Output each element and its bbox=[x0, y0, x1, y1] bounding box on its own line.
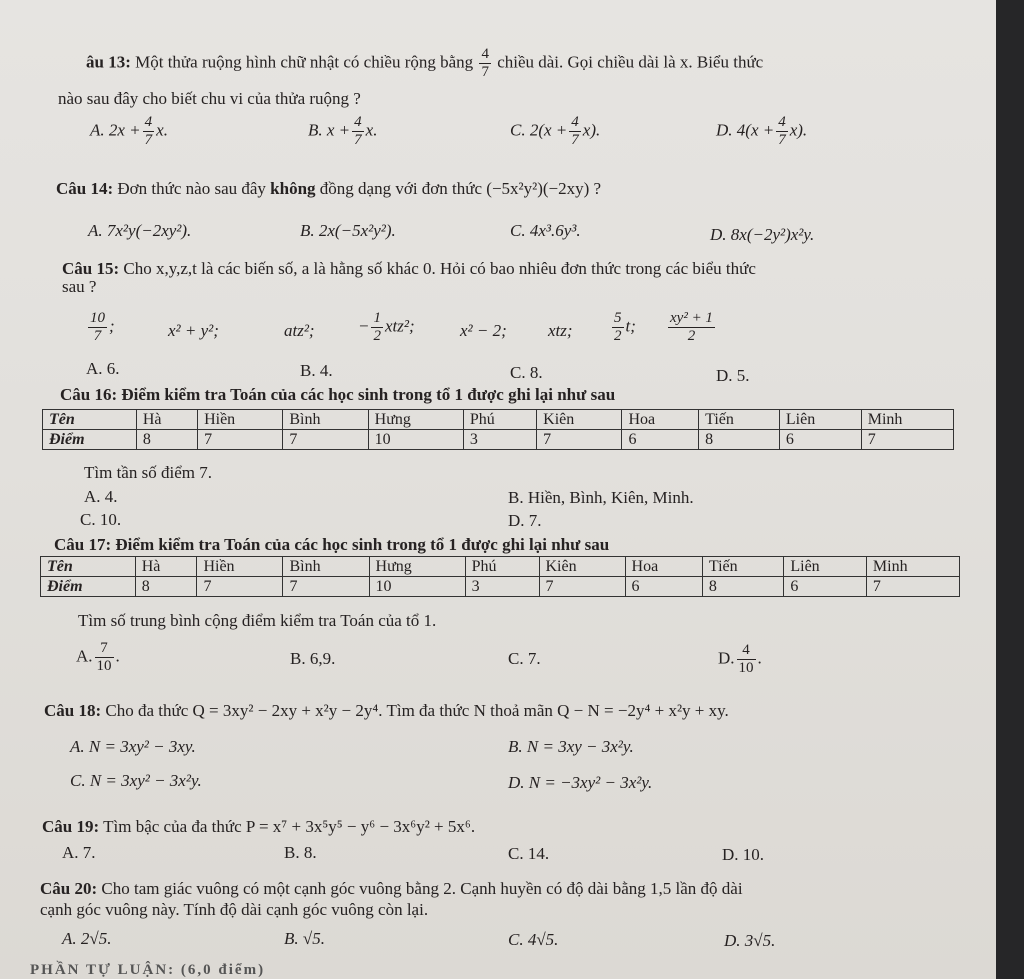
q17-option-c: C. 7. bbox=[508, 649, 541, 668]
table-cell: 10 bbox=[369, 577, 465, 597]
q20-option-b: B. √5. bbox=[284, 929, 325, 948]
table-cell: Hoa bbox=[625, 557, 702, 577]
q15-option-d: D. 5. bbox=[716, 366, 750, 385]
q16-option-a: A. 4. bbox=[84, 487, 118, 506]
q19-option-d: D. 10. bbox=[722, 845, 765, 864]
question-13-text: Một thửa ruộng hình chữ nhật có chiều rộng bằng bbox=[135, 52, 474, 72]
q16-option-d: D. 7. bbox=[508, 511, 542, 530]
question-17 bbox=[54, 534, 609, 556]
table-cell: 7 bbox=[539, 577, 625, 597]
q16-option-b: B. Hiền, Bình, Kiên, Minh. bbox=[508, 488, 694, 507]
q15-option-b: B. 4. bbox=[300, 361, 333, 380]
q13-option-d: D. 4(x + $\frac{4}{7}$ x). bbox=[716, 114, 808, 148]
table-cell: 3 bbox=[465, 577, 539, 597]
table-cell: 7 bbox=[866, 577, 959, 597]
q13-option-a: A. 2x + $\frac{4}{7}$ x. bbox=[90, 114, 168, 148]
table-cell: 6 bbox=[784, 577, 867, 597]
q20-option-a: A. 2√5. bbox=[62, 929, 112, 948]
question-18-text: Cho đa thức Q = 3xy² − 2xy + x²y − 2y⁴. Tìm đa thức N thoả mãn Q − N = −2y⁴ + x²y + xy. bbox=[105, 701, 729, 720]
table-cell: Hưng bbox=[369, 557, 465, 577]
question-17-ask: Tìm số trung bình cộng điểm kiểm tra Toán của tổ 1. bbox=[78, 611, 437, 630]
q13-option-c: C. 2(x + $\frac{4}{7}$ x). bbox=[510, 114, 601, 148]
score-table-16 bbox=[42, 409, 954, 450]
table-cell: 8 bbox=[135, 577, 197, 597]
question-15-text: Cho x,y,z,t là các biến số, a là hằng số khác 0. Hỏi có bao nhiêu đơn thức trong các biểu thức bbox=[123, 259, 756, 278]
question-15-line2: sau ? bbox=[62, 277, 97, 296]
question-18 bbox=[44, 700, 729, 722]
table-header-score: Điểm bbox=[41, 577, 136, 597]
question-14-text: Đơn thức nào sau đây bbox=[117, 179, 266, 198]
table-cell: 7 bbox=[283, 430, 368, 450]
table-cell: 7 bbox=[198, 430, 283, 450]
question-20-text: Cho tam giác vuông có một cạnh góc vuông bằng 2. Cạnh huyền có độ dài bằng 1,5 lần độ dài bbox=[101, 879, 743, 898]
q15-expr-1: $\frac{10}{7}$ ; bbox=[90, 310, 115, 344]
table-cell: Phú bbox=[463, 410, 536, 430]
q15-expr-4: − $\frac{1}{2}$ xtz²; bbox=[358, 310, 415, 344]
q19-option-c: C. 14. bbox=[508, 844, 550, 863]
table-cell: 8 bbox=[699, 430, 780, 450]
table-cell: Bình bbox=[283, 557, 369, 577]
table-header-name: Tên bbox=[41, 557, 136, 577]
q18-option-b: B. N = 3xy − 3x²y. bbox=[508, 737, 634, 756]
table-cell: Kiên bbox=[539, 557, 625, 577]
table-cell: Hà bbox=[135, 557, 197, 577]
q16-option-c: C. 10. bbox=[80, 510, 122, 529]
table-cell: 8 bbox=[136, 430, 197, 450]
section-heading-essay: PHẦN TỰ LUẬN: (6,0 điểm) bbox=[30, 962, 266, 978]
question-14 bbox=[56, 178, 601, 200]
question-15-label: Câu 15: bbox=[62, 259, 120, 278]
question-20 bbox=[40, 878, 743, 900]
question-20-line2: cạnh góc vuông này. Tính độ dài cạnh góc vuông còn lại. bbox=[40, 900, 429, 919]
q15-expr-7: $\frac{5}{2}$ t; bbox=[614, 310, 636, 344]
question-15 bbox=[62, 258, 756, 280]
table-cell: Hà bbox=[136, 410, 197, 430]
fraction: $\frac{4}{7}$ bbox=[481, 46, 489, 80]
table-cell: 3 bbox=[463, 430, 536, 450]
q17-option-b: B. 6,9. bbox=[290, 649, 336, 668]
table-cell: 6 bbox=[779, 430, 861, 450]
question-17-label: Câu 17: bbox=[54, 535, 112, 554]
dark-background-edge bbox=[996, 0, 1024, 979]
question-14-label: Câu 14: bbox=[56, 179, 114, 198]
table-cell: Hiền bbox=[198, 410, 283, 430]
q15-expr-8: $\frac{\text{xy² + 1}}{2}$ bbox=[670, 310, 713, 344]
table-cell: Tiến bbox=[702, 557, 783, 577]
question-13 bbox=[86, 46, 763, 81]
q18-option-c: C. N = 3xy² − 3x²y. bbox=[70, 771, 202, 790]
table-cell: Liên bbox=[779, 410, 861, 430]
question-13-line2: nào sau đây cho biết chu vi của thửa ruộng ? bbox=[58, 89, 361, 108]
question-16-label: Câu 16: bbox=[60, 385, 118, 404]
question-18-label: Câu 18: bbox=[44, 701, 102, 720]
q17-option-a: A. $\frac{7}{10}$ . bbox=[76, 640, 120, 674]
q20-option-d: D. 3√5. bbox=[724, 931, 776, 950]
q14-option-d: D. 8x(−2y²)x²y. bbox=[710, 225, 815, 244]
question-16-ask: Tìm tần số điểm 7. bbox=[84, 463, 212, 482]
table-cell: 8 bbox=[702, 577, 783, 597]
table-cell: 7 bbox=[197, 577, 283, 597]
table-cell: Hoa bbox=[622, 410, 699, 430]
q14-option-c: C. 4x³.6y³. bbox=[510, 221, 581, 240]
question-13-text-cont: chiều dài. Gọi chiều dài là x. Biểu thức bbox=[497, 52, 764, 72]
q17-option-d: D. $\frac{4}{10}$ . bbox=[718, 642, 762, 676]
q15-expr-2: x² + y²; bbox=[168, 321, 219, 340]
table-row bbox=[41, 577, 960, 597]
q19-option-b: B. 8. bbox=[284, 843, 317, 862]
question-19-text: Tìm bậc của đa thức P = x⁷ + 3x⁵y⁵ − y⁶ − 3x⁶y² + 5x⁶. bbox=[103, 817, 476, 836]
question-19 bbox=[42, 816, 475, 838]
table-header-score: Điểm bbox=[43, 430, 137, 450]
table-row bbox=[43, 410, 954, 430]
table-cell: 7 bbox=[861, 430, 953, 450]
q19-option-a: A. 7. bbox=[62, 843, 96, 862]
question-17-text: Điểm kiểm tra Toán của các học sinh trong tổ 1 được ghi lại như sau bbox=[115, 535, 610, 554]
table-cell: 7 bbox=[537, 430, 622, 450]
q13-option-b: B. x + $\frac{4}{7}$ x. bbox=[308, 114, 378, 148]
table-cell: Bình bbox=[283, 410, 368, 430]
question-14-emphasis: không bbox=[270, 179, 316, 198]
score-table-17 bbox=[40, 556, 960, 597]
q15-expr-3: atz²; bbox=[284, 321, 315, 340]
q14-option-a: A. 7x²y(−2xy²). bbox=[88, 221, 192, 240]
table-cell: 6 bbox=[625, 577, 702, 597]
table-header-name: Tên bbox=[43, 410, 137, 430]
question-14-text-cont: đồng dạng với đơn thức (−5x²y²)(−2xy) ? bbox=[319, 179, 602, 198]
table-cell: Liên bbox=[784, 557, 867, 577]
question-16-text: Điểm kiểm tra Toán của các học sinh trong tổ 1 được ghi lại như sau bbox=[121, 385, 616, 404]
q15-expr-5: x² − 2; bbox=[460, 321, 507, 340]
question-16 bbox=[60, 384, 615, 406]
table-cell: 10 bbox=[368, 430, 463, 450]
q18-option-a: A. N = 3xy² − 3xy. bbox=[70, 737, 196, 756]
table-cell: 6 bbox=[622, 430, 699, 450]
q15-option-c: C. 8. bbox=[510, 363, 543, 382]
table-cell: Kiên bbox=[537, 410, 622, 430]
q20-option-c: C. 4√5. bbox=[508, 930, 559, 949]
table-cell: Tiến bbox=[699, 410, 780, 430]
table-row bbox=[43, 430, 954, 450]
question-20-label: Câu 20: bbox=[40, 879, 98, 898]
q18-option-d: D. N = −3xy² − 3x²y. bbox=[508, 773, 653, 792]
table-row bbox=[41, 557, 960, 577]
q15-option-a: A. 6. bbox=[86, 359, 120, 378]
table-cell: Hiền bbox=[197, 557, 283, 577]
question-19-label: Câu 19: bbox=[42, 817, 100, 836]
table-cell: Hưng bbox=[368, 410, 463, 430]
table-cell: Minh bbox=[861, 410, 953, 430]
question-13-label: âu 13: bbox=[86, 52, 131, 72]
q15-expr-6: xtz; bbox=[548, 321, 573, 340]
q14-option-b: B. 2x(−5x²y²). bbox=[300, 221, 396, 240]
table-cell: Minh bbox=[866, 557, 959, 577]
table-cell: 7 bbox=[283, 577, 369, 597]
table-cell: Phú bbox=[465, 557, 539, 577]
